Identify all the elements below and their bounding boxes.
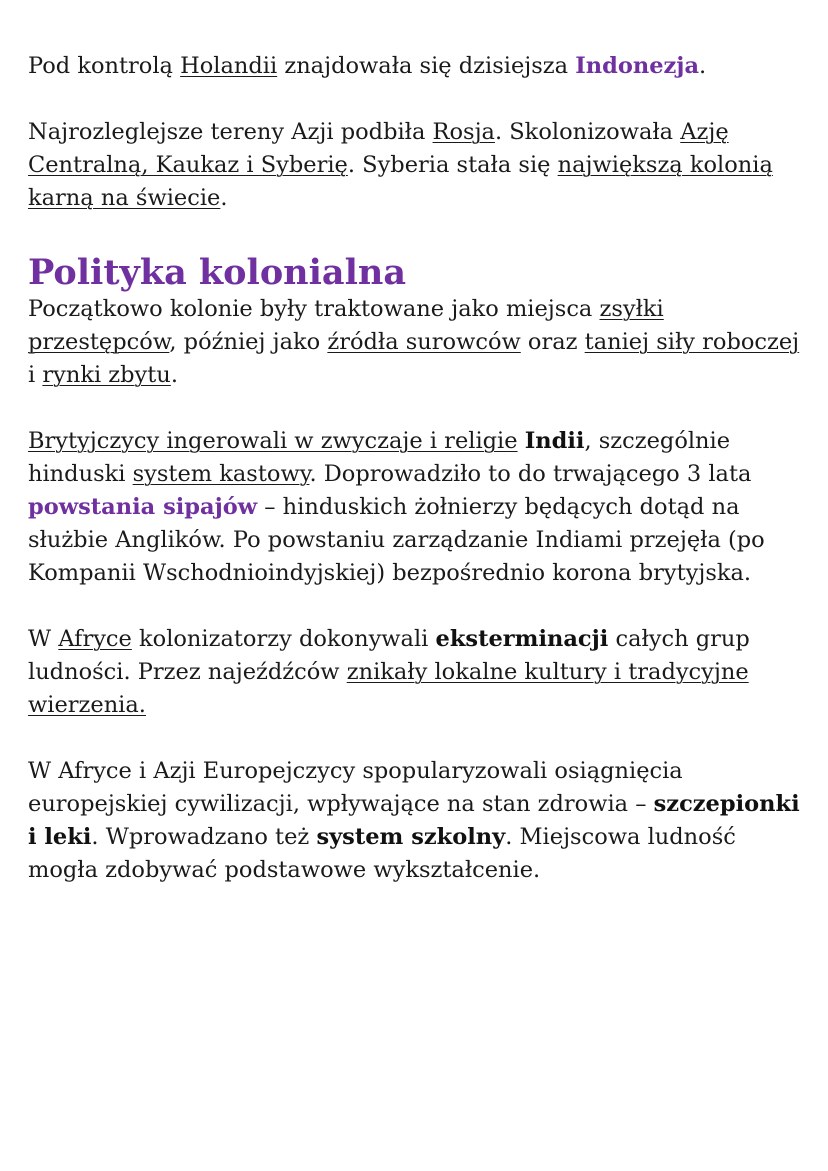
text: Pod kontrolą <box>28 53 181 79</box>
bold-text: szczepionki i leki <box>28 791 800 850</box>
text: . <box>170 362 178 388</box>
underlined-text: rynki zbytu <box>42 362 171 388</box>
bold-text: system szkolny <box>316 824 506 850</box>
text: kolonizatorzy dokonywali <box>131 626 436 652</box>
text: Początkowo kolonie były traktowane jako miejsca <box>28 296 600 322</box>
paragraph-civilization <box>28 755 808 887</box>
underlined-text: największą kolonią karną na świecie <box>28 152 773 211</box>
text: i <box>28 362 43 388</box>
text <box>518 428 525 454</box>
text: . Wprowadzano też <box>91 824 317 850</box>
section-heading: Polityka kolonialna <box>28 252 407 293</box>
underlined-text: Rosja <box>432 119 495 145</box>
paragraph-africa <box>28 623 808 722</box>
text: . Doprowadziło to do trwającego 3 lata <box>309 461 752 487</box>
bold-text: eksterminacji <box>435 626 609 652</box>
text: , później jako <box>169 329 328 355</box>
paragraph-india <box>28 425 808 590</box>
text: W <box>28 626 59 652</box>
text: Najrozleglejsze tereny Azji podbiła <box>28 119 433 145</box>
text: , szczególnie hinduski <box>28 428 731 487</box>
text: oraz <box>520 329 585 355</box>
text: całych grup ludności. Przez najeźdźców <box>28 626 750 685</box>
text: W Afryce i Azji Europejczycy spopularyzowali osiągnięcia europejskiej cywilizacji, wpływające na stan zdrowia – <box>28 758 683 817</box>
bold-text: Indii <box>524 428 585 454</box>
text: znajdowała się dzisiejsza <box>277 53 576 79</box>
underlined-text: Brytyjczycy ingerowali w zwyczaje i religie <box>28 428 518 454</box>
underlined-text: Holandii <box>180 53 278 79</box>
text: . Syberia stała się <box>347 152 558 178</box>
highlight-text: powstania sipajów <box>28 494 258 520</box>
underlined-text: system kastowy <box>132 461 310 487</box>
underlined-text: znikały lokalne kultury i tradycyjne wierzenia. <box>28 659 749 718</box>
document-page <box>28 50 808 887</box>
text: . <box>220 185 228 211</box>
paragraph-indonesia <box>28 50 808 83</box>
text: . Miejscowa ludność mogła zdobywać podstawowe wykształcenie. <box>28 824 736 883</box>
paragraph-colonial-policy <box>28 293 808 392</box>
underlined-text: źródła surowców <box>327 329 521 355</box>
underlined-text: Afryce <box>58 626 132 652</box>
text: . Skolonizowała <box>494 119 681 145</box>
text: – hinduskich żołnierzy będących dotąd na służbie Anglików. Po powstaniu zarządzanie Indiami przejęła (po Kompanii Wschodnioindyjskiej) bezpośrednio korona brytyjska. <box>28 494 765 586</box>
paragraph-russia <box>28 116 808 215</box>
underlined-text: taniej siły roboczej <box>584 329 800 355</box>
underlined-text: Azję Centralną, Kaukaz i Syberię <box>28 119 729 178</box>
highlight-text: Indonezja <box>575 53 700 79</box>
text: . <box>699 53 707 79</box>
underlined-text: zsyłki przestępców <box>28 296 664 355</box>
